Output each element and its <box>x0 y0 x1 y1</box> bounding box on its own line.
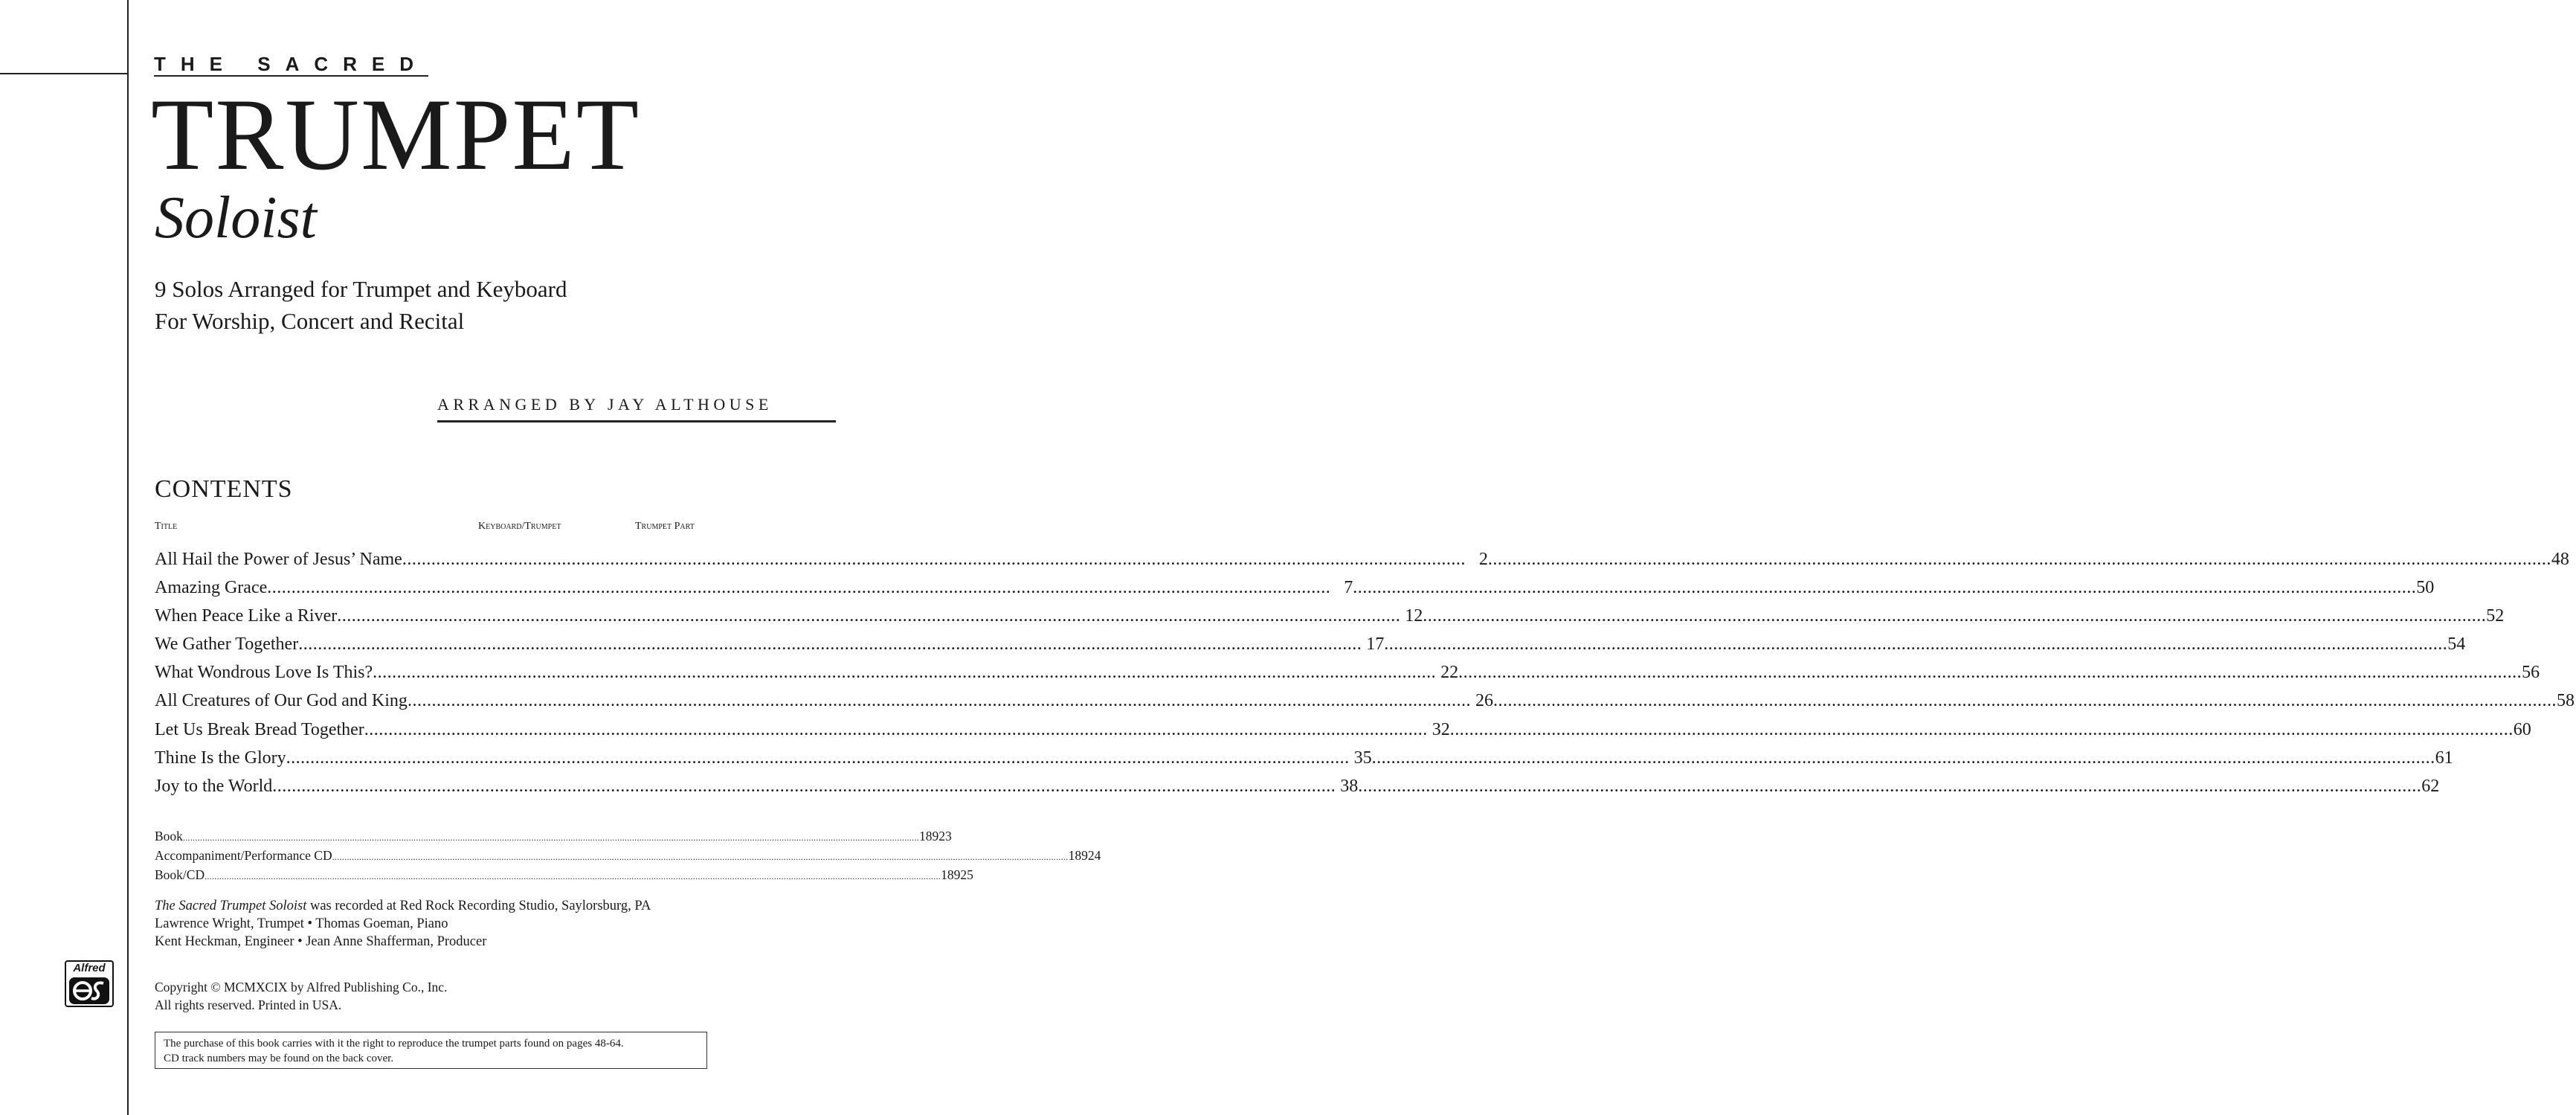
dot-leader: ............................................................................................................................................................................................................................................................................................................ <box>332 852 1069 862</box>
book-title: TRUMPET <box>151 77 641 191</box>
dot-leader: ............................................................................................................................................................................................................................ <box>267 578 1331 598</box>
dot-leader: ............................................................................................................................................................................................................................ <box>272 776 1336 796</box>
contents-row-title: Joy to the World <box>155 776 273 796</box>
contents-row-title: Amazing Grace <box>155 578 268 598</box>
dot-leader: ............................................................................................................................................................................................................................ <box>1493 691 2557 711</box>
catalog-number: 18925 <box>941 867 973 882</box>
contents-heading: CONTENTS <box>155 475 293 503</box>
catalog-row <box>155 866 973 885</box>
contents-row <box>155 773 2440 801</box>
contents-row-title: Thine Is the Glory <box>155 748 286 768</box>
credits-line-1 <box>155 897 651 915</box>
contents-list <box>155 546 2575 801</box>
dot-leader: ............................................................................................................................................................................................................................ <box>1449 719 2514 739</box>
keyboard-page-number: 2 <box>1478 550 1488 569</box>
contents-row <box>155 574 2435 603</box>
dot-leader: ............................................................................................................................................................................................................................ <box>402 550 1466 569</box>
keyboard-page-number: 35 <box>1353 748 1372 768</box>
column-header-keyboard-trumpet: Keyboard/Trumpet <box>478 521 561 532</box>
notice-line-2: CD track numbers may be found on the back cover. <box>164 1053 394 1064</box>
credits-book-title: The Sacred Trumpet Soloist <box>155 899 307 913</box>
contents-row-title: Let Us Break Bread Together <box>155 719 364 739</box>
contents-row <box>155 631 2466 659</box>
keyboard-page-number: 32 <box>1432 719 1450 739</box>
series-heading: THE SACRED <box>154 53 429 75</box>
logo-mark <box>68 977 110 1005</box>
contents-row <box>155 546 2569 574</box>
recording-credits <box>155 897 651 951</box>
trumpet-page-number: 48 <box>2551 550 2569 569</box>
dot-leader: ............................................................................................................................................................................................................................ <box>286 748 1350 768</box>
dot-leader: ............................................................................................................................................................................................................................ <box>298 634 1362 655</box>
margin-vertical-rule <box>127 0 129 1115</box>
dot-leader: ............................................................................................................................................................................................................................................................................................................ <box>205 871 941 881</box>
contents-row-title: What Wondrous Love Is This? <box>155 663 373 683</box>
catalog-list <box>155 827 1101 885</box>
contents-row-title: When Peace Like a River <box>155 606 338 626</box>
trumpet-page-number: 62 <box>2421 776 2440 796</box>
reproduction-notice-box <box>155 1032 707 1069</box>
contents-row <box>155 659 2540 687</box>
trumpet-page-number: 56 <box>2522 663 2540 683</box>
trumpet-page-number: 58 <box>2556 691 2575 711</box>
dot-leader: ............................................................................................................................................................................................................................ <box>1384 634 2448 655</box>
dot-leader: ............................................................................................................................................................................................................................ <box>1458 663 2522 683</box>
keyboard-page-number: 7 <box>1344 578 1353 598</box>
dot-leader: ............................................................................................................................................................................................................................ <box>1371 748 2435 768</box>
arranger-credit: ARRANGED BY JAY ALTHOUSE <box>437 395 836 422</box>
contents-row-title: All Creatures of Our God and King <box>155 691 408 711</box>
dot-leader: ............................................................................................................................................................................................................................ <box>1487 550 2551 569</box>
dot-leader: ............................................................................................................................................................................................................................ <box>1423 606 2487 626</box>
catalog-label: Book <box>155 829 183 844</box>
catalog-row <box>155 846 1101 866</box>
contents-row <box>155 716 2531 745</box>
dot-leader: ............................................................................................................................................................................................................................ <box>1358 776 2422 796</box>
keyboard-page-number: 26 <box>1475 691 1493 711</box>
alfred-logo-icon <box>65 960 114 1007</box>
contents-row <box>155 603 2505 631</box>
trumpet-page-number: 54 <box>2447 634 2466 655</box>
contents-row-title: All Hail the Power of Jesus’ Name <box>155 550 402 569</box>
contents-row <box>155 745 2453 773</box>
trumpet-page-number: 50 <box>2416 578 2435 598</box>
column-header-trumpet-part: Trumpet Part <box>635 521 695 532</box>
margin-horizontal-rule <box>0 73 129 74</box>
credits-line-2: Lawrence Wright, Trumpet • Thomas Goeman, Piano <box>155 916 448 931</box>
catalog-label: Accompaniment/Performance CD <box>155 848 332 863</box>
notice-line-1: The purchase of this book carries with it the right to reproduce the trumpet parts found on pages 48-64. <box>164 1038 624 1050</box>
book-subtitle: Soloist <box>155 185 317 251</box>
catalog-number: 18923 <box>918 829 952 844</box>
keyboard-page-number: 12 <box>1405 606 1423 626</box>
keyboard-page-number: 17 <box>1366 634 1385 655</box>
trumpet-page-number: 52 <box>2486 606 2505 626</box>
description-line-2: For Worship, Concert and Recital <box>155 308 465 334</box>
keyboard-page-number: 22 <box>1440 663 1459 683</box>
dot-leader: ............................................................................................................................................................................................................................ <box>337 606 1401 626</box>
credits-recorded-text: was recorded at Red Rock Recording Studio, Saylorsburg, PA <box>306 899 651 913</box>
dot-leader: ............................................................................................................................................................................................................................ <box>373 663 1437 683</box>
keyboard-page-number: 38 <box>1340 776 1359 796</box>
catalog-label: Book/CD <box>155 867 205 882</box>
credits-line-3: Kent Heckman, Engineer • Jean Anne Shafferman, Producer <box>155 934 487 949</box>
dot-leader: ............................................................................................................................................................................................................................ <box>1353 578 2417 598</box>
column-header-title: Title <box>155 521 178 532</box>
trumpet-page-number: 61 <box>2435 748 2453 768</box>
description-line-1: 9 Solos Arranged for Trumpet and Keyboard <box>155 276 567 302</box>
contents-row-title: We Gather Together <box>155 634 299 655</box>
catalog-number: 18924 <box>1068 848 1101 863</box>
dot-leader: ............................................................................................................................................................................................................................................................................................................ <box>182 832 919 843</box>
dot-leader: ............................................................................................................................................................................................................................ <box>407 691 1471 711</box>
logo-wordmark: Alfred <box>73 962 106 974</box>
copyright-line-1: Copyright © MCMXCIX by Alfred Publishing Co., Inc. <box>155 980 448 994</box>
copyright-line-2: All rights reserved. Printed in USA. <box>155 997 342 1012</box>
copyright-notice <box>155 978 447 1014</box>
trumpet-page-number: 60 <box>2513 719 2531 739</box>
catalog-row <box>155 827 952 846</box>
contents-row <box>155 687 2575 716</box>
dot-leader: ............................................................................................................................................................................................................................ <box>364 719 1428 739</box>
